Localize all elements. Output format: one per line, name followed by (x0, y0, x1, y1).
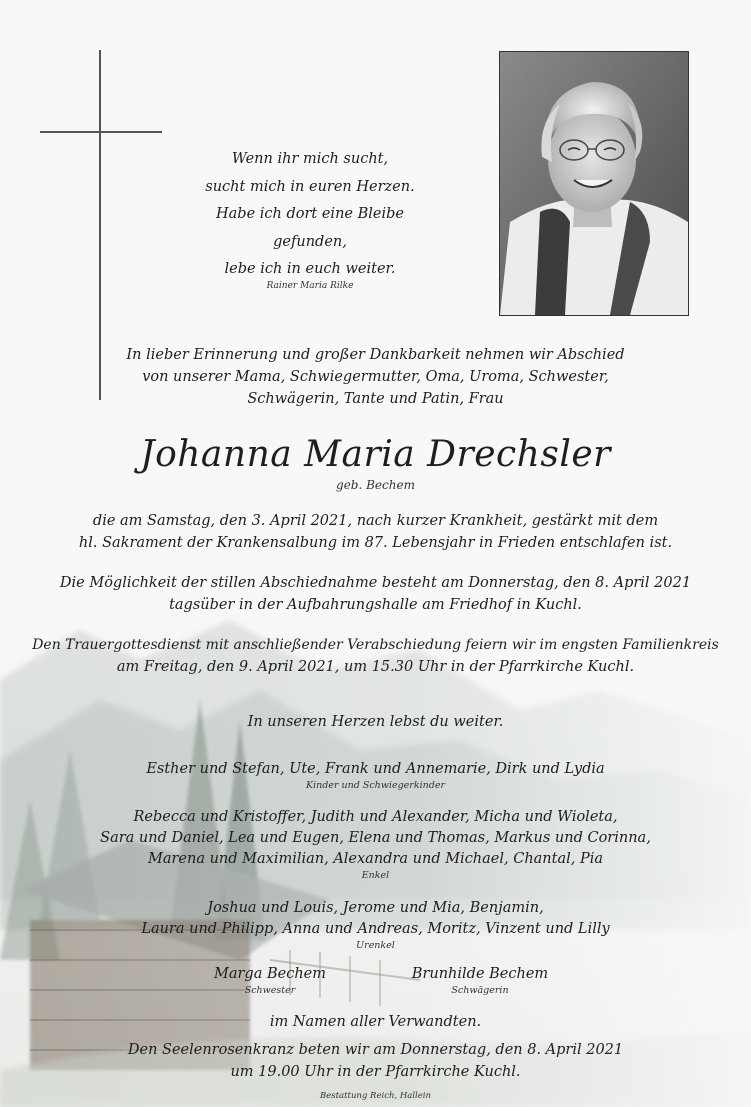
grandchildren-block (0, 807, 751, 882)
rosary-line: Den Seelenrosenkranz beten wir am Donnerstag, den 8. April 2021 (127, 1042, 624, 1058)
poem-line: sucht mich in euren Herzen. (205, 178, 415, 195)
farewell-info (0, 572, 751, 616)
intro-line: Schwägerin, Tante und Patin, Frau (247, 391, 504, 407)
service-info (0, 634, 751, 678)
cross-horizontal-bar (40, 131, 162, 133)
relatives-text: im Namen aller Verwandten. (269, 1014, 482, 1030)
poem-line: lebe ich in euch weiter. (224, 261, 396, 277)
undertaker (0, 1090, 751, 1102)
intro-text (0, 344, 751, 410)
deceased-name: Johanna Maria Drechsler (140, 434, 611, 475)
sister-in-law-role: Schwägerin (451, 985, 509, 996)
great-grandchildren-role: Urenkel (356, 940, 395, 951)
maiden-name: geb. Bechem (336, 478, 415, 492)
sister-in-law-block (380, 963, 580, 997)
grandchildren-names: Sara und Daniel, Lea und Eugen, Elena und Thomas, Markus und Corinna, (100, 830, 651, 846)
rosary-info (0, 1039, 751, 1083)
great-grandchildren-names: Joshua und Louis, Jerome und Mia, Benjamin, (207, 900, 544, 916)
children-role: Kinder und Schwiegerkinder (306, 780, 445, 791)
motto-text: In unseren Herzen lebst du weiter. (247, 714, 504, 730)
relatives (0, 1011, 751, 1033)
grandchildren-names: Marena und Maximilian, Alexandra und Michael, Chantal, Pia (147, 851, 604, 867)
undertaker-text: Bestattung Reich, Hallein (320, 1091, 431, 1101)
sister-in-law-name: Brunhilde Bechem (411, 966, 549, 982)
children-names: Esther und Stefan, Ute, Frank und Annemarie, Dirk und Lydia (146, 761, 605, 777)
farewell-line: tagsüber in der Aufbahrungshalle am Friedhof in Kuchl. (169, 597, 582, 613)
portrait-photo (499, 51, 689, 316)
grandchildren-names: Rebecca und Kristoffer, Judith und Alexander, Micha und Wioleta, (133, 809, 618, 825)
death-notice-line: die am Samstag, den 3. April 2021, nach kurzer Krankheit, gestärkt mit dem (92, 513, 659, 529)
sibling-name: Marga Bechem (214, 966, 326, 982)
poem-line: Wenn ihr mich sucht, (231, 151, 389, 167)
service-line: am Freitag, den 9. April 2021, um 15.30 Uhr in der Pfarrkirche Kuchl. (116, 659, 635, 675)
rosary-line: um 19.00 Uhr in der Pfarrkirche Kuchl. (230, 1064, 521, 1080)
children-block (0, 758, 751, 792)
intro-line: In lieber Erinnerung und großer Dankbarkeit nehmen wir Abschied (126, 347, 625, 363)
deceased-block (0, 433, 751, 491)
poem (180, 146, 440, 291)
service-line: Den Trauergottesdienst mit anschließender Verabschiedung feiern wir im engsten Familienkreis (32, 637, 719, 653)
great-grandchildren-names: Laura und Philipp, Anna und Andreas, Moritz, Vinzent und Lilly (141, 921, 610, 937)
poem-author: Rainer Maria Rilke (266, 280, 354, 291)
portrait-illustration (500, 52, 688, 315)
death-notice-line: hl. Sakrament der Krankensalbung im 87. Lebensjahr in Frieden entschlafen ist. (78, 535, 673, 551)
intro-line: von unserer Mama, Schwiegermutter, Oma, Uroma, Schwester, (142, 369, 609, 385)
poem-line: Habe ich dort eine Bleibe gefunden, (216, 206, 404, 250)
grandchildren-role: Enkel (361, 870, 390, 881)
motto (0, 711, 751, 733)
great-grandchildren-block (0, 898, 751, 952)
sibling-role: Schwester (244, 985, 296, 996)
death-notice (0, 510, 751, 554)
sibling-block (170, 963, 370, 997)
farewell-line: Die Möglichkeit der stillen Abschiednahme besteht am Donnerstag, den 8. April 2021 (59, 575, 692, 591)
